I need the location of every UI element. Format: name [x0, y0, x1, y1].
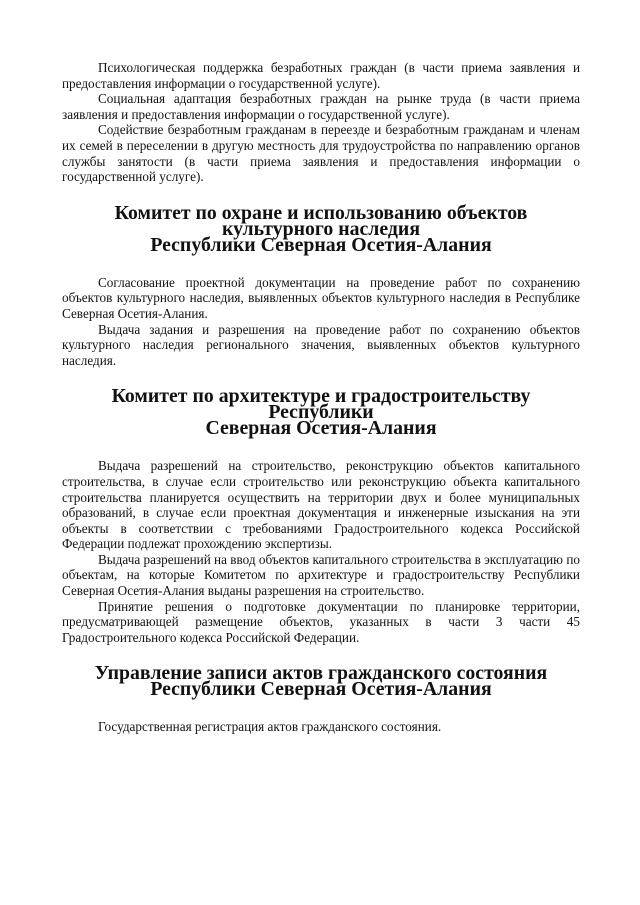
paragraph: Содействие безработным гражданам в переезде и безработным гражданам и членам их семей в переселении в другую местность для трудоустройства по направлению органов службы занятости (в части приема заявления и предоставления информации о государственной услуге).	[62, 122, 580, 185]
heading-line: Северная Осетия-Алания	[205, 417, 437, 440]
section-architecture-committee	[62, 385, 580, 645]
section-heading	[62, 201, 580, 256]
heading-line: Управление записи актов гражданского состояния	[94, 662, 548, 685]
section-cultural-heritage-committee	[62, 201, 580, 369]
paragraph: Социальная адаптация безработных граждан на рынке труда (в части приема заявления и предоставления информации о государственной услуге).	[62, 91, 580, 122]
document-page	[62, 60, 580, 735]
paragraph: Выдача разрешений на строительство, реконструкцию объектов капитального строительства, в случае если строительство или реконструкцию объекта капитального строительства планируется осуществить на территории двух и более муниципальных образований, в случае если проектная документация и инженерные изыскания на эти объекты в соответствии с требованиями Градостроительного кодекса Российской Федерации подлежат прохождению экспертизы.	[62, 458, 580, 552]
paragraph: Выдача разрешений на ввод объектов капитального строительства в эксплуатацию по объектам, на которые Комитетом по архитектуре и градостроительству Республики Северная Осетия-Алания выданы разрешения на строительство.	[62, 551, 580, 599]
section-body	[62, 275, 580, 369]
section-body	[62, 719, 580, 735]
heading-line: Республики Северная Осетия-Алания	[150, 678, 492, 701]
heading-line: Комитет по архитектуре и градостроительству Республики	[111, 385, 531, 424]
section-civil-registry-office	[62, 662, 580, 735]
paragraph: Выдача задания и разрешения на проведение работ по сохранению объектов культурного наследия регионального значения, выявленных объектов культурного наследия.	[62, 321, 580, 368]
heading-line: Республики Северная Осетия-Алания	[150, 233, 492, 256]
heading-line: Комитет по охране и использованию объектов культурного наследия	[114, 201, 528, 240]
paragraph: Государственная регистрация актов гражданского состояния.	[98, 719, 442, 735]
paragraph: Согласование проектной документации на проведение работ по сохранению объектов культурного наследия, выявленных объектов культурного наследия в Республике Северная Осетия-Алания.	[62, 274, 580, 321]
paragraph: Психологическая поддержка безработных граждан (в части приема заявления и предоставления информации о государственной услуге).	[62, 60, 580, 91]
section-heading	[62, 662, 580, 701]
section-employment-services	[62, 60, 580, 185]
section-heading	[62, 385, 580, 440]
paragraph: Принятие решения о подготовке документации по планировке территории, предусматривающей размещение объектов, указанных в части 3 части 45 Градостроительного кодекса Российской Федерации.	[62, 598, 580, 645]
section-body	[62, 458, 580, 645]
